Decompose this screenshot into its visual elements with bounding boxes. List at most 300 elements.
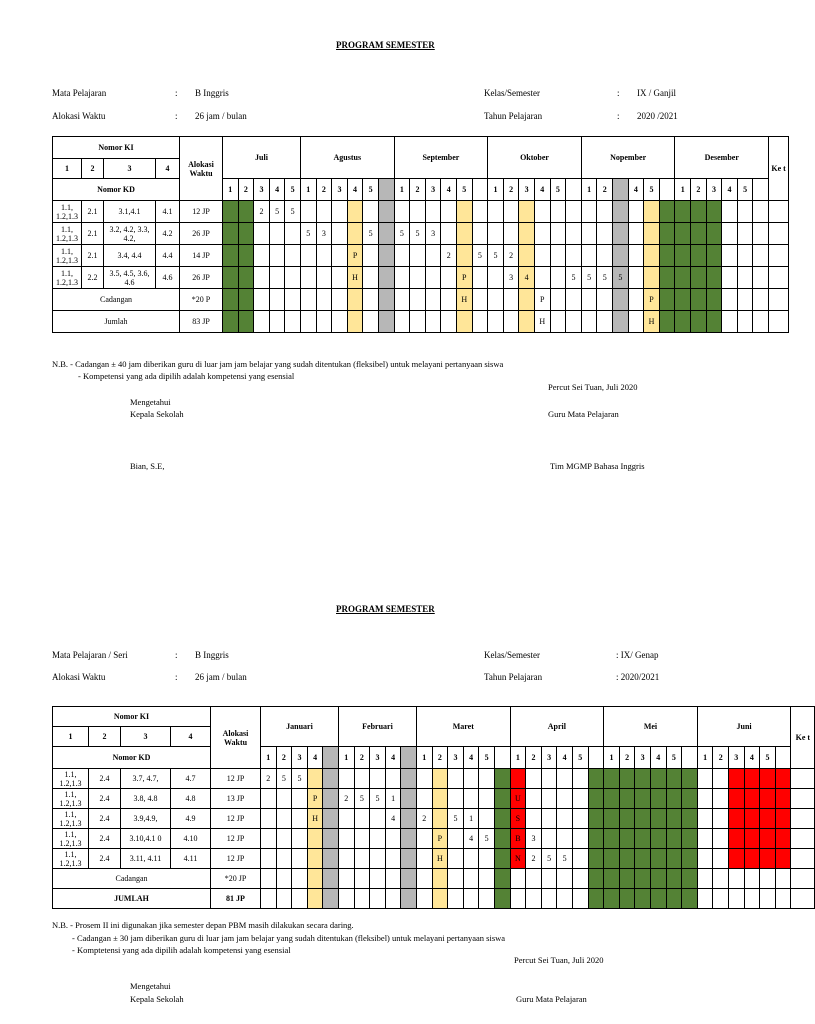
week-cell [370, 829, 386, 849]
week-cell [566, 289, 582, 311]
note-line-1: N.B. - Cadangan ± 40 jam diberikan guru di luar jam jam belajar yang sudah ditentukan (fleksibel) untuk melayani pertanyaan siswa [52, 359, 504, 369]
week-cell: 2 [441, 245, 457, 267]
week-cell: 5 [410, 223, 426, 245]
week-cell [332, 289, 348, 311]
week-cell [526, 769, 542, 789]
week-cell [292, 789, 308, 809]
week-cell [588, 869, 604, 889]
week-cell: 5 [300, 223, 316, 245]
week-cell [682, 769, 698, 789]
week-cell [441, 267, 457, 289]
week-cell [541, 789, 557, 809]
week-cell [666, 809, 682, 829]
week-cell [706, 311, 722, 333]
week-number: 5 [363, 179, 379, 201]
week-cell [479, 869, 495, 889]
week-cell [572, 889, 588, 909]
week-cell [737, 245, 753, 267]
week-cell [659, 289, 675, 311]
week-cell [425, 311, 441, 333]
week-cell [722, 289, 738, 311]
note-line-1: N.B. - Prosem II ini digunakan jika semester depan PBM masih dilakukan secara daring. [52, 920, 354, 930]
week-cell: 2 [526, 849, 542, 869]
week-cell [479, 849, 495, 869]
week-number: 2 [354, 747, 370, 769]
week-cell [300, 311, 316, 333]
week-cell [666, 829, 682, 849]
week-cell [635, 889, 651, 909]
week-cell [581, 311, 597, 333]
week-cell [675, 223, 691, 245]
week-separator [378, 179, 394, 201]
week-number: 1 [510, 747, 526, 769]
table-row [53, 267, 789, 289]
week-number: 3 [292, 747, 308, 769]
week-cell [323, 849, 339, 869]
week-cell [581, 245, 597, 267]
week-cell [650, 869, 666, 889]
week-cell [713, 789, 729, 809]
week-number: 3 [635, 747, 651, 769]
week-cell [753, 267, 769, 289]
week-cell [572, 849, 588, 869]
week-cell [760, 889, 776, 909]
week-cell: S [510, 809, 526, 829]
week-cell: 5 [269, 201, 285, 223]
week-cell [503, 289, 519, 311]
week-cell [737, 201, 753, 223]
guru-mata-pelajaran-label: Guru Mata Pelajaran [516, 994, 587, 1004]
week-cell [760, 849, 776, 869]
month-header: April [510, 707, 604, 747]
week-cell [534, 267, 550, 289]
week-cell [706, 245, 722, 267]
table-row [53, 201, 789, 223]
week-cell [307, 849, 323, 869]
header-nomor-kd: Nomor KD [53, 747, 211, 769]
week-cell [706, 267, 722, 289]
week-cell [432, 769, 448, 789]
kd-cell-k1: 1.1, 1.2,1.3 [53, 809, 89, 829]
week-cell [494, 849, 510, 869]
week-number: 3 [254, 179, 270, 201]
week-number: 1 [416, 747, 432, 769]
value-alokasi-waktu: 26 jam / bulan [195, 111, 247, 121]
ki-column-number: 1 [53, 159, 82, 179]
kd-cell-k2: 2.1 [82, 201, 104, 223]
week-cell: 3 [526, 829, 542, 849]
week-cell [254, 267, 270, 289]
kd-cell-k1: 1.1, 1.2,1.3 [53, 267, 82, 289]
week-cell [441, 289, 457, 311]
month-header: Februari [338, 707, 416, 747]
week-cell [494, 889, 510, 909]
week-cell [706, 223, 722, 245]
week-cell [410, 245, 426, 267]
week-cell [354, 889, 370, 909]
ket-cell [769, 223, 789, 245]
week-cell [370, 869, 386, 889]
week-cell: P [307, 789, 323, 809]
week-cell [378, 201, 394, 223]
week-cell [659, 201, 675, 223]
week-cell [354, 769, 370, 789]
week-cell [276, 849, 292, 869]
week-cell [494, 789, 510, 809]
week-cell [292, 889, 308, 909]
week-cell [323, 889, 339, 909]
week-cell: 5 [285, 201, 301, 223]
week-cell [363, 289, 379, 311]
kd-cell-k1: 1.1, 1.2,1.3 [53, 245, 82, 267]
week-cell [223, 311, 239, 333]
week-cell: 5 [276, 769, 292, 789]
week-cell [572, 769, 588, 789]
week-cell [503, 311, 519, 333]
note-line-3: - Komptetensi yang ada dipilih adalah kompetensi yang esensial [72, 945, 291, 955]
note-line-2: - Cadangan ± 30 jam diberikan guru di luar jam jam belajar yang sudah ditentukan (fleksibel) untuk melayani pertanyaan siswa [72, 933, 506, 943]
week-cell [760, 829, 776, 849]
week-cell [401, 829, 417, 849]
week-cell [338, 829, 354, 849]
week-number: 4 [307, 747, 323, 769]
header-nomor-ki: Nomor KI [53, 707, 211, 727]
week-cell [635, 809, 651, 829]
kd-cell-k1: 1.1, 1.2,1.3 [53, 829, 89, 849]
jumlah-alokasi: 83 JP [180, 311, 223, 333]
month-header: Mei [604, 707, 698, 747]
week-number [588, 747, 604, 769]
week-cell [456, 245, 472, 267]
cadangan-alokasi: *20 P [180, 289, 223, 311]
week-number: 1 [697, 747, 713, 769]
week-cell [541, 889, 557, 909]
week-cell [441, 311, 457, 333]
header-nomor-kd: Nomor KD [53, 179, 180, 201]
week-cell [628, 245, 644, 267]
week-cell [416, 829, 432, 849]
week-cell: 1 [385, 789, 401, 809]
week-cell [479, 769, 495, 789]
week-number: 2 [432, 747, 448, 769]
week-cell [713, 809, 729, 829]
week-number: 4 [722, 179, 738, 201]
week-cell [659, 223, 675, 245]
week-cell [276, 789, 292, 809]
week-cell [659, 311, 675, 333]
header-ket: Ke t [791, 707, 815, 769]
week-number: 2 [619, 747, 635, 769]
week-cell [666, 769, 682, 789]
ki-column-number: 3 [104, 159, 156, 179]
kd-cell-k2: 2.4 [89, 789, 121, 809]
week-cell [276, 889, 292, 909]
month-header: Oktober [488, 137, 582, 179]
week-cell [378, 245, 394, 267]
week-number: 5 [737, 179, 753, 201]
guru-mata-pelajaran-label: Guru Mata Pelajaran [548, 409, 619, 419]
week-cell [223, 223, 239, 245]
week-cell [254, 245, 270, 267]
week-cell [378, 311, 394, 333]
colon: : [617, 111, 620, 121]
week-cell [385, 829, 401, 849]
week-cell [550, 311, 566, 333]
week-cell [566, 201, 582, 223]
week-number: 1 [338, 747, 354, 769]
week-cell [519, 289, 535, 311]
week-separator [401, 747, 417, 769]
week-cell: 4 [463, 829, 479, 849]
week-cell: 1 [463, 809, 479, 829]
week-cell [572, 809, 588, 829]
ket-cell [791, 809, 815, 829]
week-cell [534, 245, 550, 267]
week-cell [394, 311, 410, 333]
value-tahun-pelajaran: : 2020/2021 [616, 672, 660, 682]
header-nomor-ki: Nomor KI [53, 137, 180, 159]
label-mata-pelajaran: Mata Pelajaran [52, 88, 107, 98]
week-cell [463, 849, 479, 869]
week-cell [550, 245, 566, 267]
table-row [53, 789, 815, 809]
week-cell [456, 223, 472, 245]
kd-cell-k1: 1.1, 1.2,1.3 [53, 223, 82, 245]
week-cell [448, 849, 464, 869]
table-row [53, 289, 789, 311]
week-cell: H [456, 289, 472, 311]
week-cell [363, 245, 379, 267]
week-cell [370, 809, 386, 829]
week-cell [619, 869, 635, 889]
week-cell [526, 869, 542, 889]
label-kelas-semester: Kelas/Semester [484, 88, 540, 98]
week-cell [347, 201, 363, 223]
week-number: 5 [572, 747, 588, 769]
week-cell [300, 267, 316, 289]
week-cell [581, 223, 597, 245]
week-cell [276, 809, 292, 829]
week-number: 2 [526, 747, 542, 769]
table-row [53, 311, 789, 333]
week-cell [581, 289, 597, 311]
kd-cell-k1: 1.1, 1.2,1.3 [53, 769, 89, 789]
week-number: 2 [503, 179, 519, 201]
ket-cell [791, 789, 815, 809]
kd-cell-k3: 3.9,4.9, [121, 809, 171, 829]
week-cell [541, 769, 557, 789]
week-number: 3 [370, 747, 386, 769]
week-cell [604, 849, 620, 869]
week-number: 5 [760, 747, 776, 769]
week-cell [744, 769, 760, 789]
week-cell [307, 769, 323, 789]
week-cell [722, 201, 738, 223]
kd-cell-k3: 3.8, 4.8 [121, 789, 171, 809]
week-cell [604, 789, 620, 809]
week-cell [744, 889, 760, 909]
week-cell [223, 267, 239, 289]
week-cell: 5 [581, 267, 597, 289]
alokasi-cell: 26 JP [180, 223, 223, 245]
week-separator [323, 747, 339, 769]
colon: : [175, 672, 178, 682]
week-number: 4 [650, 747, 666, 769]
week-number [753, 179, 769, 201]
week-cell: 5 [541, 849, 557, 869]
week-cell [292, 869, 308, 889]
week-cell [722, 311, 738, 333]
week-cell [503, 223, 519, 245]
week-cell [432, 889, 448, 909]
week-cell [316, 245, 332, 267]
week-cell [332, 311, 348, 333]
ki-column-number: 1 [53, 727, 89, 747]
page-title-semester-1: PROGRAM SEMESTER [336, 40, 435, 50]
week-cell [557, 829, 573, 849]
ki-column-number: 2 [89, 727, 121, 747]
week-cell [737, 289, 753, 311]
week-number: 1 [604, 747, 620, 769]
week-cell [254, 289, 270, 311]
week-cell [675, 245, 691, 267]
week-cell [254, 223, 270, 245]
week-cell [628, 201, 644, 223]
kd-cell-k2: 2.1 [82, 245, 104, 267]
week-cell [744, 789, 760, 809]
mengetahui-label: Mengetahui [130, 397, 171, 407]
kd-cell-k4: 4.1 [156, 201, 180, 223]
week-cell [557, 889, 573, 909]
week-cell [410, 201, 426, 223]
week-cell [519, 201, 535, 223]
week-cell [347, 311, 363, 333]
kd-cell-k3: 3.5, 4.5, 3.6, 4.6 [104, 267, 156, 289]
label-tahun-pelajaran: Tahun Pelajaran [484, 672, 543, 682]
kd-cell-k4: 4.2 [156, 223, 180, 245]
week-cell [619, 829, 635, 849]
week-cell [775, 889, 791, 909]
table-row [53, 849, 815, 869]
week-cell [370, 769, 386, 789]
week-number: 2 [691, 179, 707, 201]
week-cell [488, 201, 504, 223]
week-number: 4 [744, 747, 760, 769]
week-cell [697, 829, 713, 849]
week-cell [394, 289, 410, 311]
week-cell: H [347, 267, 363, 289]
week-cell [456, 311, 472, 333]
week-cell [572, 869, 588, 889]
week-cell: 3 [425, 223, 441, 245]
week-number: 4 [347, 179, 363, 201]
week-cell: H [644, 311, 660, 333]
week-cell [223, 245, 239, 267]
week-cell [363, 311, 379, 333]
week-number: 5 [479, 747, 495, 769]
week-cell [416, 789, 432, 809]
week-cell [675, 289, 691, 311]
week-cell [566, 311, 582, 333]
alokasi-cell: 12 JP [211, 809, 261, 829]
week-number [472, 179, 488, 201]
week-cell: 2 [254, 201, 270, 223]
jumlah-alokasi: 81 JP [211, 889, 261, 909]
value-kelas-semester: : IX/ Genap [616, 650, 659, 660]
week-cell [223, 201, 239, 223]
week-cell: H [432, 849, 448, 869]
week-cell [503, 201, 519, 223]
week-cell [682, 849, 698, 869]
ket-cell [791, 869, 815, 889]
week-cell [401, 869, 417, 889]
week-cell [316, 311, 332, 333]
week-cell [510, 869, 526, 889]
week-number: 3 [541, 747, 557, 769]
week-cell [588, 769, 604, 789]
week-cell [285, 223, 301, 245]
week-cell [463, 889, 479, 909]
week-number: 3 [448, 747, 464, 769]
kd-cell-k2: 2.4 [89, 829, 121, 849]
alokasi-cell: 13 JP [211, 789, 261, 809]
table-row [53, 809, 815, 829]
week-cell [323, 869, 339, 889]
week-cell [588, 809, 604, 829]
week-cell [332, 223, 348, 245]
week-cell [737, 223, 753, 245]
week-cell [729, 829, 745, 849]
week-cell: 3 [316, 223, 332, 245]
ki-column-number: 4 [156, 159, 180, 179]
week-cell [261, 809, 277, 829]
week-number: 3 [332, 179, 348, 201]
week-cell [697, 769, 713, 789]
week-number: 2 [238, 179, 254, 201]
week-cell [307, 889, 323, 909]
week-cell: 5 [557, 849, 573, 869]
kd-cell-k2: 2.4 [89, 769, 121, 789]
week-cell [401, 769, 417, 789]
week-cell [613, 289, 629, 311]
week-cell [494, 769, 510, 789]
week-cell [691, 267, 707, 289]
week-cell [760, 789, 776, 809]
week-cell [254, 311, 270, 333]
week-number: 4 [441, 179, 457, 201]
week-cell: 5 [613, 267, 629, 289]
week-cell [588, 849, 604, 869]
week-cell [604, 869, 620, 889]
month-header: Januari [261, 707, 339, 747]
week-cell [534, 223, 550, 245]
table-row [53, 223, 789, 245]
week-cell [519, 311, 535, 333]
week-number [775, 747, 791, 769]
month-header: Agustus [300, 137, 394, 179]
week-cell [494, 829, 510, 849]
week-cell [432, 809, 448, 829]
week-cell [238, 289, 254, 311]
week-cell [675, 201, 691, 223]
week-cell [691, 201, 707, 223]
week-cell [510, 769, 526, 789]
week-cell [666, 889, 682, 909]
week-cell [338, 869, 354, 889]
week-cell: 2 [261, 769, 277, 789]
week-cell [597, 223, 613, 245]
table-row [53, 245, 789, 267]
